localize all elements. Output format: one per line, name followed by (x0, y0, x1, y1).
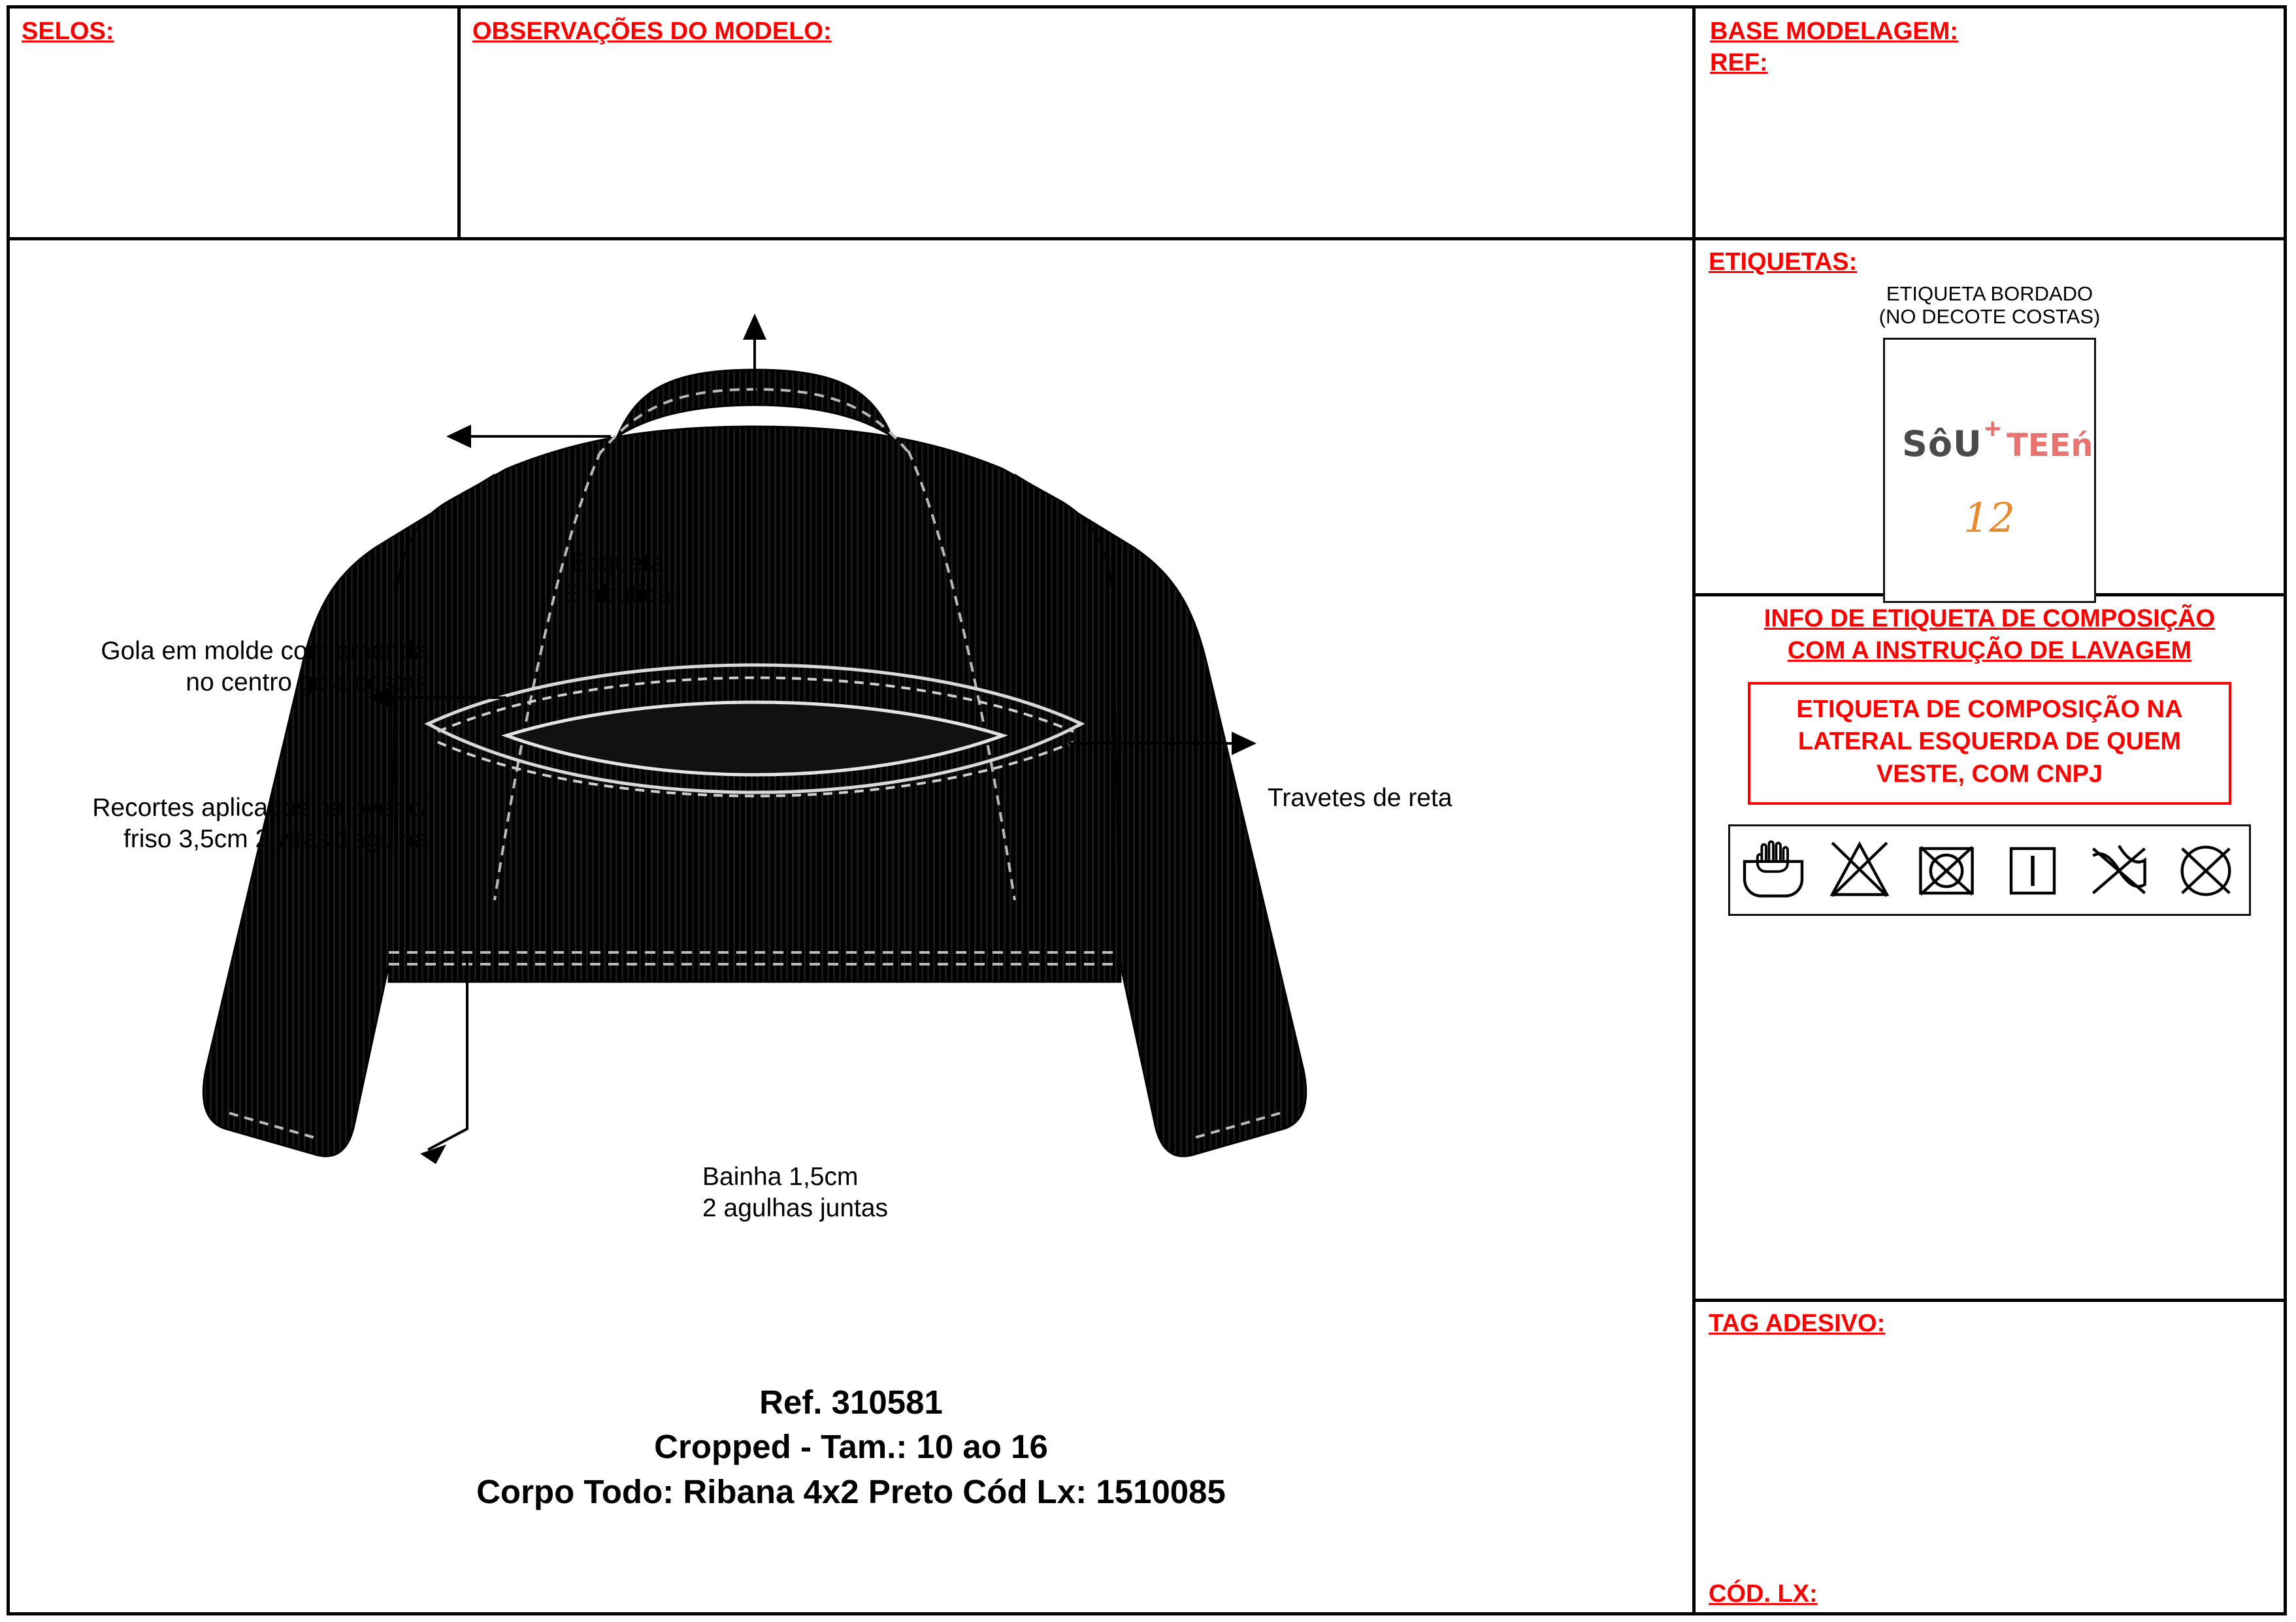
selos-cell (10, 8, 461, 237)
observacoes-cell (461, 8, 1696, 237)
callout-recortes (23, 792, 428, 854)
iron-low-icon (1997, 834, 2069, 906)
header-row (10, 8, 2284, 240)
do-not-bleach-icon (1824, 834, 1895, 906)
base-modelagem-cell (1696, 8, 2284, 237)
callout-etiqueta-embutida-line2: Embutida (563, 579, 672, 608)
composicao-info-heading-line2: COM A INSTRUÇÃO DE LAVAGEM (1787, 637, 2192, 665)
tag-adesivo-label: TAG ADESIVO: (1709, 1310, 1886, 1337)
caption-sizes: Cropped - Tam.: 10 ao 16 (654, 1428, 1048, 1466)
brand-logo-size-text: 12 (1963, 493, 2015, 542)
garment-shape (203, 370, 1306, 1156)
composicao-info-heading-line1: INFO DE ETIQUETA DE COMPOSIÇÃO (1763, 605, 2216, 632)
tag-adesivo-section (1696, 1302, 2284, 1612)
brand-logo-teen-text: TEEń (2007, 427, 2093, 464)
callout-gola-line2: no centro gola costas (186, 668, 428, 696)
observacoes-label: OBSERVAÇÕES DO MODELO: (472, 18, 832, 45)
hand-wash-icon (1737, 834, 1809, 906)
callout-recortes-line2: friso 3,5cm 2 viras 1agulha (123, 824, 428, 853)
composicao-box-line2: LATERAL ESQUERDA DE QUEM (1797, 728, 2182, 756)
etiquetas-label: ETIQUETAS: (1709, 248, 1858, 276)
callout-travetes-text: Travetes de reta (1268, 784, 1452, 812)
callout-recortes-line1: Recortes aplicados na over c/ (92, 794, 428, 822)
right-info-column (1696, 240, 2284, 1612)
composicao-instruction-box (1748, 682, 2231, 805)
callout-bainha (702, 1161, 888, 1224)
callout-travetes (1268, 783, 1452, 814)
etiqueta-bordado-line2: (NO DECOTE COSTAS) (1878, 305, 2101, 329)
etiqueta-bordado-line1: ETIQUETA BORDADO (1886, 282, 2093, 305)
ref-label: REF: (1710, 48, 1768, 76)
caption-fabric: Corpo Todo: Ribana 4x2 Preto Cód Lx: 1510085 (476, 1472, 1226, 1510)
composicao-box-line3: VESTE, COM CNPJ (1876, 760, 2103, 788)
care-symbols-strip (1728, 824, 2251, 916)
callout-bainha-line1: Bainha 1,5cm (702, 1163, 859, 1191)
technical-drawing-area (10, 240, 1696, 1612)
callout-gola (62, 636, 428, 698)
composicao-info-section (1696, 596, 2284, 1302)
brand-logo-sou-text: SôU (1902, 423, 1982, 464)
callout-gola-line1: Gola em molde com emenda (101, 637, 428, 665)
do-not-dry-clean-wring-icon (2083, 834, 2155, 906)
tech-pack-sheet (7, 5, 2287, 1615)
etiquetas-section (1696, 240, 2284, 596)
callout-etiqueta-embutida (506, 547, 729, 609)
caption-ref: Ref. 310581 (759, 1384, 943, 1421)
garment-caption (10, 1380, 1692, 1514)
do-not-tumble-dry-icon (1911, 834, 1982, 906)
composicao-info-heading (1709, 603, 2271, 668)
brand-label-preview (1883, 338, 2096, 603)
composicao-box-line1: ETIQUETA DE COMPOSIÇÃO NA (1796, 695, 2183, 723)
base-modelagem-label: BASE MODELAGEM: (1710, 18, 1958, 45)
selos-label: SELOS: (22, 18, 114, 45)
callout-bainha-line2: 2 agulhas juntas (702, 1193, 889, 1222)
callout-etiqueta-embutida-line1: Etiqueta (570, 549, 664, 577)
brand-logo-plus-icon: + (1984, 412, 2001, 445)
etiqueta-bordado-subtitle (1709, 282, 2271, 329)
cod-lx-label: CÓD. LX: (1709, 1580, 1818, 1608)
do-not-dry-clean-icon (2170, 834, 2242, 906)
